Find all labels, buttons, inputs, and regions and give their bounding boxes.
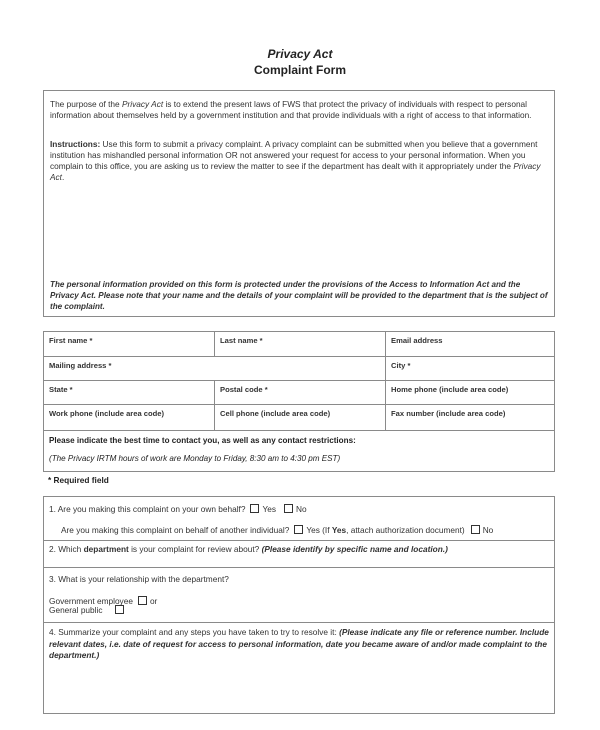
question-2-hint: (Please identify by specific name and location.) — [261, 544, 448, 554]
privacy-notice: The personal information provided on this form is protected under the provisions of the Access to Information Act and the Privacy Act. Please note that your name and the details of your complaint will be provided to the department that is the subject of the complaint. — [50, 280, 548, 311]
no-label: No — [296, 504, 307, 514]
last-name-field[interactable]: Last name * — [215, 332, 386, 357]
question-1-row — [44, 497, 554, 541]
general-public-checkbox[interactable] — [115, 605, 124, 614]
work-phone-field[interactable]: Work phone (include area code) — [44, 405, 215, 431]
yes-if-bold: Yes — [331, 525, 347, 535]
general-public-option — [49, 605, 127, 615]
or-label: or — [149, 596, 158, 606]
instructions-act-name: Privacy Act — [50, 161, 541, 182]
intro-section — [43, 90, 555, 317]
question-4 — [49, 627, 549, 662]
instructions-end: . — [62, 172, 65, 182]
question-1 — [49, 504, 307, 514]
purpose-paragraph — [50, 99, 548, 121]
first-name-field[interactable]: First name * — [44, 332, 215, 357]
instructions-paragraph — [50, 139, 548, 183]
question-2-row[interactable] — [44, 541, 554, 568]
gov-employee-label: Government employee — [49, 596, 133, 606]
question-3-row — [44, 568, 554, 623]
required-field-note: * Required field — [48, 475, 109, 485]
city-field[interactable]: City * — [386, 357, 554, 381]
purpose-text-rest: is to extend the present laws of FWS that protect the privacy of individuals with respect to personal information about themselves held by a government institution and that provide individuals with a right of access to that information. — [50, 99, 532, 120]
instructions-label: Instructions: — [50, 139, 101, 149]
email-field[interactable]: Email address — [386, 332, 554, 357]
question-4-hint: (Please indicate any file or reference number. Include relevant dates, i.e. date of request for access to personal information, date you became aware of and/or made complaint to the department.) — [49, 627, 549, 660]
no-label-2: No — [482, 525, 494, 535]
own-behalf-no-checkbox[interactable] — [284, 504, 293, 513]
form-subtitle: Complaint Form — [254, 63, 346, 77]
yes-if-rest: , attach authorization document) — [346, 525, 465, 535]
mailing-address-field[interactable]: Mailing address * — [44, 357, 386, 381]
instructions-text: Use this form to submit a privacy complaint. A privacy complaint can be submitted when you believe that a government institution has mishandled personal information OR not answered your request for access to your personal information. When you complain to this office, you are asking us to review the matter to see if the department has dealt with it appropriately under the — [50, 139, 538, 171]
question-1b-text: Are you making this complaint on behalf of another individual? — [61, 525, 290, 535]
question-2-text: 2. Which — [49, 544, 84, 554]
yes-label: Yes — [262, 504, 277, 514]
hours-note: (The Privacy IRTM hours of work are Monday to Friday, 8:30 am to 4:30 pm EST) — [49, 454, 341, 463]
own-behalf-yes-checkbox[interactable] — [250, 504, 259, 513]
question-2-bold: department — [83, 544, 129, 554]
contact-info-section — [43, 331, 555, 472]
other-behalf-yes-checkbox[interactable] — [294, 525, 303, 534]
postal-code-field[interactable]: Postal code * — [215, 381, 386, 405]
state-field[interactable]: State * — [44, 381, 215, 405]
general-public-label: General public — [49, 605, 103, 615]
question-1b — [61, 525, 493, 535]
questions-section — [43, 496, 555, 714]
gov-employee-checkbox[interactable] — [138, 596, 147, 605]
question-1-text: 1. Are you making this complaint on your own behalf? — [49, 504, 246, 514]
cell-phone-field[interactable]: Cell phone (include area code) — [215, 405, 386, 431]
question-4-row[interactable] — [44, 623, 554, 713]
form-title: Privacy Act — [267, 47, 333, 61]
question-3: 3. What is your relationship with the department? — [49, 574, 229, 584]
best-time-field[interactable] — [44, 431, 554, 471]
question-2 — [49, 544, 448, 554]
best-time-label: Please indicate the best time to contact you, as well as any contact restrictions: — [49, 436, 356, 445]
yes-if-text: Yes (If — [306, 525, 332, 535]
purpose-text: The purpose of the — [50, 99, 122, 109]
purpose-act-name: Privacy Act — [121, 99, 164, 109]
question-2-rest: is your complaint for review about? — [128, 544, 262, 554]
question-4-text: 4. Summarize your complaint and any steps you have taken to try to resolve it: — [49, 627, 340, 637]
other-behalf-no-checkbox[interactable] — [471, 525, 480, 534]
home-phone-field[interactable]: Home phone (include area code) — [386, 381, 554, 405]
fax-field[interactable]: Fax number (include area code) — [386, 405, 554, 431]
